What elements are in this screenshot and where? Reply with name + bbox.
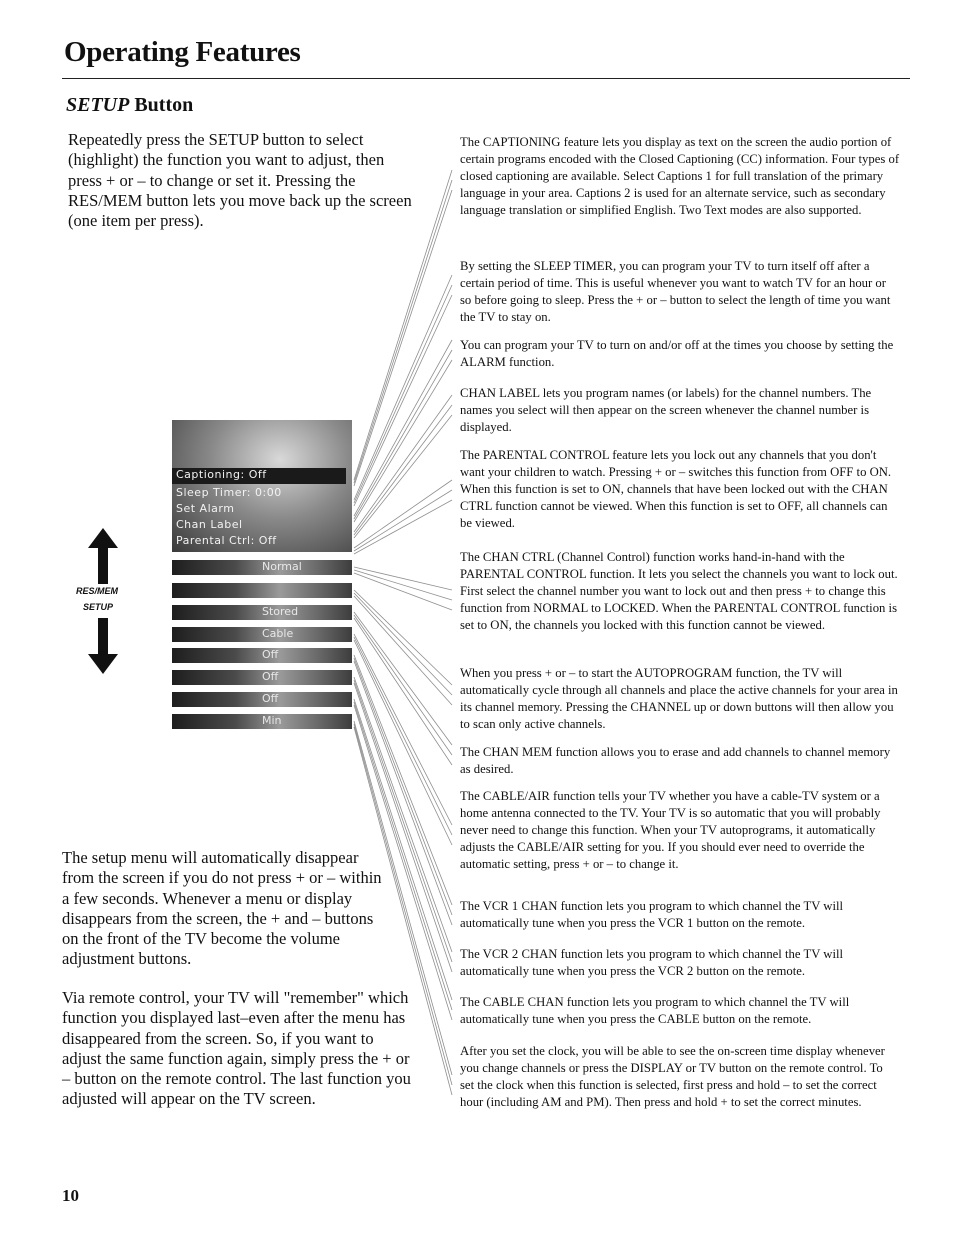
desc-vcr2-chan: The VCR 2 CHAN function lets you program to which channel the TV will automatically tune when you press the VCR 2 button on the remote. — [460, 947, 844, 978]
leader-line — [354, 593, 452, 695]
menu-item-parental: Parental Ctrl: Off — [176, 534, 277, 547]
leader-line — [354, 295, 452, 506]
menu-item-sleep-timer: Sleep Timer: 0:00 — [176, 486, 282, 499]
leader-line — [354, 180, 452, 483]
leader-line — [354, 395, 452, 532]
remote-memory-paragraph: Via remote control, your TV will "remember" which function you displayed last–even after the menu has disappeared from the screen. So, if you want to adjust the same function again, simply press the + or – button on the remote control. The last function you adjusted will appear on the TV screen. — [62, 988, 411, 1109]
desc-clock: After you set the clock, you will be able to see the on-screen time display whenever you change channels or press the DISPLAY or TV button on the remote control. To set the clock when this function is selected, first press and hold – to set the correct hour (including AM and PM). Then press and hold + to set the correct minutes. — [460, 1044, 885, 1109]
menu-item-alarm: Set Alarm — [176, 502, 235, 515]
menu-bar-clock — [172, 714, 352, 729]
intro-paragraph: Repeatedly press the SETUP button to select (highlight) the function you want to adjust, then press + or – to change or set it. Pressing the RES/MEM button lets you move back up the screen (one item per press). — [68, 130, 412, 231]
desc-chan-label: CHAN LABEL lets you program names (or labels) for the channel numbers. The names you select will then appear on the screen whenever the channel number is displayed. — [460, 386, 872, 434]
arrow-down-icon — [88, 618, 118, 674]
section-heading-italic: SETUP — [66, 94, 130, 116]
leader-line — [354, 596, 452, 705]
menu-bar-value: Off — [262, 648, 279, 661]
desc-vcr1-chan: The VCR 1 CHAN function lets you program to which channel the TV will automatically tune when you press the VCR 1 button on the remote. — [460, 899, 844, 930]
setup-label: SETUP — [83, 602, 114, 612]
leader-line — [354, 340, 452, 516]
desc-cable-chan: The CABLE CHAN function lets you program to which channel the TV will automatically tune when you press the CABLE button on the remote. — [460, 995, 850, 1026]
menu-bar-value: Stored — [262, 605, 299, 618]
arrow-up-icon — [88, 528, 118, 584]
menu-bar-autoprogram — [172, 583, 352, 598]
auto-disappear-paragraph: The setup menu will automatically disappear from the screen if you do not press + or – within a few seconds. Whenever a menu or display disappears from the screen, the + and – buttons on the front of the TV become the volume adjustment buttons. — [62, 848, 382, 969]
leader-line — [354, 275, 452, 500]
desc-autoprogram: When you press + or – to start the AUTOPROGRAM function, the TV will automatically cycle through all channels and place the active channels for your area in its channel memory. Pressing the CHANNEL up or down buttons will then allow you to scan only active channels. — [460, 666, 898, 731]
menu-item-captioning: Captioning: Off — [176, 468, 267, 481]
desc-chan-ctrl: The CHAN CTRL (Channel Control) function works hand-in-hand with the PARENTAL CONTROL function. It lets you select the channels you want to lock out. First select the channel number you want to lock out and then press + to change this function from NORMAL to LOCKED. When the PARENTAL CONTROL function is set to ON, the channels you locked with this function cannot be viewed. — [460, 550, 898, 632]
desc-sleep-timer: By setting the SLEEP TIMER, you can program your TV to turn itself off after a certain period of time. This is useful whenever you want to watch TV for an hour or so before going to sleep. Press the + or – button to select the length of time you want the TV to stay on. — [460, 259, 891, 324]
desc-captioning: The CAPTIONING feature lets you display as text on the screen the audio portion of certain programs encoded with the Closed Captioning (CC) information. Four types of closed captioning are available. Select Captions 1 for full translation of the primary language in your area. Captions 2 is used for an alternate service, such as secondary language translation or simplified English. Two Text modes are also supported. — [460, 135, 900, 217]
menu-bar-chan-mem — [172, 605, 352, 620]
menu-bar-value: Min — [262, 714, 282, 727]
setup-menu-screen — [172, 420, 352, 552]
leader-line — [354, 615, 452, 755]
page-number: 10 — [62, 1186, 79, 1205]
desc-chan-mem: The CHAN MEM function allows you to erase and add channels to channel memory as desired. — [460, 745, 891, 776]
page-title: Operating Features — [64, 36, 301, 68]
menu-bar-vcr1 — [172, 648, 352, 663]
desc-parental-control: The PARENTAL CONTROL feature lets you lock out any channels that you don't want your children to watch. Pressing + or – switches this function from OFF to ON. When this function is set to ON, channels that have been locked out with the CHAN CTRL function cannot be viewed. When this function is set to OFF, all channels can be viewed. — [460, 448, 892, 530]
desc-alarm: You can program your TV to turn on and/or off at the times you choose by setting the ALARM function. — [460, 338, 894, 369]
desc-cable-air: The CABLE/AIR function tells your TV whether you have a cable-TV system or a home antenna connected to the TV. Your TV is so automatic that you will probably never need to change this function. When your TV autoprograms, it automatically adjusts the CABLE/AIR setting for you. If you should ever need to override the automatic setting, press + or – to change it. — [460, 789, 881, 871]
leader-line — [354, 634, 452, 825]
menu-item-chan-label: Chan Label — [176, 518, 243, 531]
menu-bar-chan-ctrl — [172, 560, 352, 575]
leader-line — [354, 637, 452, 835]
resmem-label: RES/MEM — [76, 586, 119, 596]
leader-line — [354, 490, 452, 551]
leader-line — [354, 570, 452, 600]
section-heading-rest: Button — [129, 94, 194, 116]
menu-bar-value: Off — [262, 670, 279, 683]
menu-bar-value: Cable — [262, 627, 294, 640]
menu-bar-value: Off — [262, 692, 279, 705]
menu-bar-cable-air — [172, 627, 352, 642]
menu-bar-value: Normal — [262, 560, 302, 573]
menu-bar-vcr2 — [172, 670, 352, 685]
menu-bar-cable-chan — [172, 692, 352, 707]
leader-line — [354, 500, 452, 554]
leader-line — [354, 612, 452, 745]
